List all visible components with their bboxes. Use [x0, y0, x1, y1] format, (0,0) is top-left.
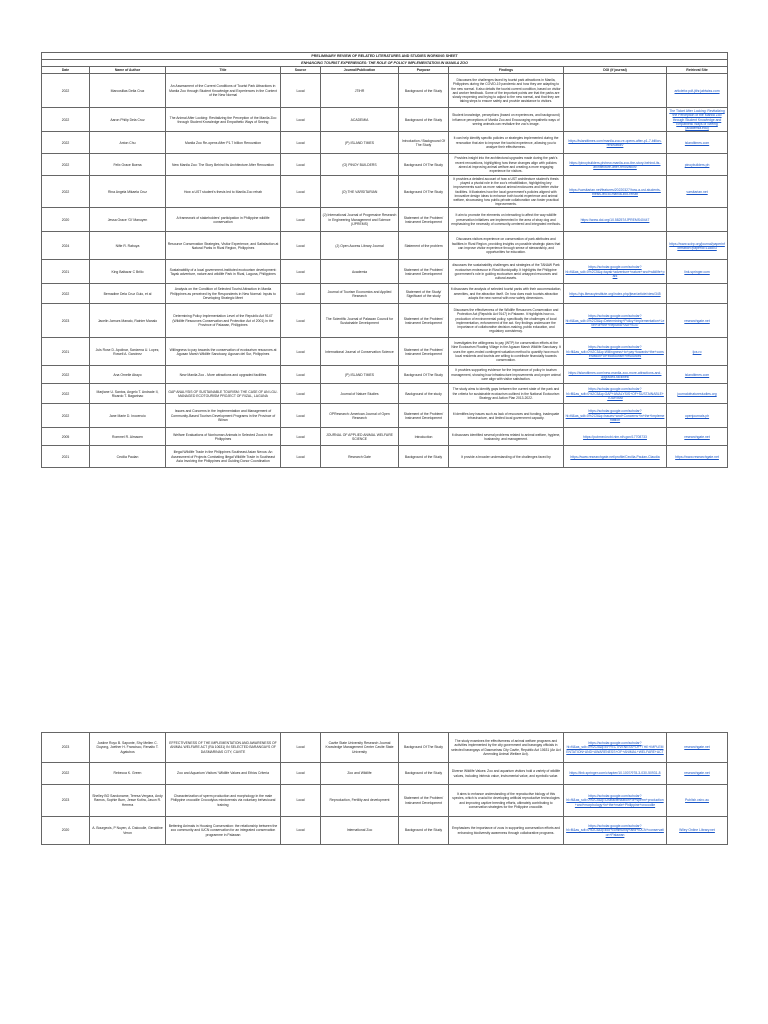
cell-date: 2023 — [42, 785, 90, 817]
cell-findings: Provides insight into the architectural upgrades made during the park's recent renovations, highlighting how these changes align with policies aimed at improving animal welfare and creating a more engaging experience for visitors. — [449, 154, 564, 176]
cell-date: 2022 — [42, 74, 90, 108]
table-row — [42, 404, 728, 428]
cell-findings: It discusses identified several problems related to animal welfare, hygiene, husbandry, and management. — [449, 428, 564, 446]
cell-source: Local — [281, 785, 321, 817]
cell-date: 2022 — [42, 108, 90, 132]
cell-journal: (J) Open Access Library Journal — [321, 232, 399, 260]
cell-author: Cecilia Paulan — [90, 446, 166, 468]
header-title: Title — [166, 67, 281, 74]
cell-findings: It provides a detailed account of how a UST architecture student's thesis played a pivotal role in the zoo's rehabilitation, highlighting key improvements such as more natural animal enclosures and better visitor facilities. It illustrates how the local government's policies aligned with innovative design ideas to enhance both tourist experience and animal welfare, showcasing how public-private collaboration can foster practical improvements. — [449, 176, 564, 208]
cell-title: Willingness to pay towards the conservation of ecotourism resources at Agusan Marsh Wildlife Sanctuary, Agusan del Sur, Philippines — [166, 338, 281, 366]
worksheet-table-2 — [41, 732, 727, 845]
cell-title: An Assessment of the Current Conditions of Tourist Park Attractions in Manila Zoo through Student Knowledge and Experiences in the Context of the New Normal — [166, 74, 281, 108]
cell-source: Local — [281, 154, 321, 176]
cell-site[interactable]: link.springer.com — [667, 260, 728, 284]
cell-findings: Emphasizes the importance of zoos in supporting conservation efforts and enhancing biodiversity awareness through collaborative programs. — [449, 817, 564, 845]
cell-findings: It aim to promote the elements on interacting to affect the way wildlife preservation initiatives are implemented in the area of stray dog and emphasizing the necessity of community-centered and integrated methods. — [449, 208, 564, 232]
cell-date: 2022 — [42, 176, 90, 208]
cell-journal: (J) International Journal of Progressive Research in Engineering Management and Science (IJPREMS) — [321, 208, 399, 232]
cell-date: 2023 — [42, 304, 90, 338]
cell-journal: Research Gate — [321, 446, 399, 468]
cell-journal: (P) ISLAND TIMES — [321, 132, 399, 154]
cell-author: Rina Angela Mikaela Cruz — [90, 176, 166, 208]
cell-site[interactable]: https://www.scirp.org/journal/paperinformation?paperid=118803 — [667, 232, 728, 260]
table-row — [42, 817, 728, 845]
cell-source: Local — [281, 446, 321, 468]
cell-author: Jacelin Jamurs Manalo, Rainier Manalo — [90, 304, 166, 338]
cell-author: King Baltazar C Brillo — [90, 260, 166, 284]
header-source: Source — [281, 67, 321, 74]
cell-purpose: Statement of the Problem/ Instrument Development — [399, 208, 449, 232]
cell-doi[interactable]: https://varsitarian.net/features/20220327/how-a-ust-students-thesis-led-to-manila-zoo-rehab — [564, 176, 667, 208]
cell-source: Local — [281, 428, 321, 446]
cell-doi[interactable]: https://pinoybuilders.ph/new-manila-zoo-the-story-behind-its-architecture-after-renovation/ — [564, 154, 667, 176]
cell-author: A. Bourgeois, P Nuyen, A. Dalcoulle, Geraldine Veron — [90, 817, 166, 845]
cell-doi[interactable]: https://islandtimes.com/manila-zoo-re-opens-after-p1-7-billion-renovation/ — [564, 132, 667, 154]
cell-purpose: Statement of the Problem/ Instrument Development — [399, 785, 449, 817]
cell-journal: Journal of Nature Studies — [321, 384, 399, 404]
table-row — [42, 366, 728, 384]
review-table — [41, 52, 728, 468]
cell-date: 2022 — [42, 366, 90, 384]
cell-source: Local — [281, 733, 321, 763]
cell-date: 2020 — [42, 817, 90, 845]
table-row — [42, 154, 728, 176]
cell-author: Ana Ornelle Abayo — [90, 366, 166, 384]
cell-findings: It discusses the analysis of selected tourist parks with their accommodation, amenities, and the attraction itself. On how does each tourists attraction adapts the new normal with new safety dimensions. — [449, 284, 564, 304]
cell-source: Local — [281, 132, 321, 154]
cell-doi[interactable]: https://scholar.google.com/scholar?hl=fil&as_sdt=0%2C5&q=zoo+community+and+IUCN+conservation+Palawan — [564, 817, 667, 845]
cell-source: Local — [281, 284, 321, 304]
table-row — [42, 785, 728, 817]
cell-doi[interactable]: https://ojs.literacyinstitute.org/index.php/jtear/article/view/345 — [564, 284, 667, 304]
table-row — [42, 733, 728, 763]
cell-site[interactable]: pinoybuilders.ph — [667, 154, 728, 176]
cell-author: Rommel R. Almacen — [90, 428, 166, 446]
cell-title: Welfare Evaluations of Nonhuman Animals in Selected Zoos in the Philippines — [166, 428, 281, 446]
cell-site[interactable]: ijcs.ro — [667, 338, 728, 366]
header-retrieval-site: Retrieval Site — [667, 67, 728, 74]
cell-date: 2022 — [42, 404, 90, 428]
cell-title: Determining Policy Implementation Level of the Republic Act 9147 (Wildlife Resources Conservation and Protection Act of 2001) in the Province of Palawan, Philippines — [166, 304, 281, 338]
cell-source: Local — [281, 108, 321, 132]
cell-journal: ACADEMIA — [321, 108, 399, 132]
cell-journal: OPResearch: American Journal of Open Research — [321, 404, 399, 428]
cell-date: 2020 — [42, 208, 90, 232]
cell-site[interactable]: https://www.researchgate.net — [667, 446, 728, 468]
cell-title: New Manila Zoo - More attractions and upgraded facilities — [166, 366, 281, 384]
cell-purpose: Statement of the Problem/ Instrument Development — [399, 260, 449, 284]
cell-doi[interactable]: https://scholar.google.com/scholar?hl=fil&as_sdt=0%2C5&q=Characterization+of+sperm+production+and+morphology+in+the+male+Philippine+crocodile — [564, 785, 667, 817]
cell-site[interactable]: Wiley Online Library.net — [667, 817, 728, 845]
cell-findings: Discusses visitors experience on conservation of park attributes and facilities in Rizal Region, providing insights on possible strategic plans that can improve visitor experience through sense of stewardship, and opportunities for education. — [449, 232, 564, 260]
cell-purpose: Background of the study — [399, 384, 449, 404]
cell-purpose: Statement of the Problem/ Instrument Development — [399, 338, 449, 366]
cell-author: Aaron Philip Dela Cruz — [90, 108, 166, 132]
cell-author: Marcosillas Delia Cruz — [90, 74, 166, 108]
cell-purpose: Introduction — [399, 428, 449, 446]
table-row — [42, 176, 728, 208]
cell-author: Juls Rose D. Apolinar, Sanizena U. Lopez, Rowell A. Garcinez — [90, 338, 166, 366]
cell-author: Bernadine Dela Cruz Guio, et al — [90, 284, 166, 304]
cell-title: The Animal After Locking: Revitalizing the Perception of the Manila Zoo through Student Knowledge and Empathetic Ways of Seeing — [166, 108, 281, 132]
cell-findings: It can help identify specific policies or strategies implemented during the renovation that aim to improve the tourist experience, allowing you to analyze their effectiveness. — [449, 132, 564, 154]
cell-source: Local — [281, 817, 321, 845]
table-row — [42, 338, 728, 366]
cell-title: A framework of stakeholders' participation in Philippine wildlife conservation — [166, 208, 281, 232]
cell-source: Local — [281, 763, 321, 785]
cell-journal: (O) THE VARSITARIAN — [321, 176, 399, 208]
cell-purpose: Background of the Study — [399, 763, 449, 785]
cell-purpose: Background of the Study — [399, 446, 449, 468]
cell-date: 2022 — [42, 384, 90, 404]
cell-author: Shelley BO Sandoname, Teresa Vergara, Andy Ramos, Sophie Burn, Jesse Kotira, Jason R. Herrera — [90, 785, 166, 817]
cell-title: Analysis on the Condition of Selected Tourist Attraction in Manila Philippines as perceived by the Respondents in New Normal: Inputs to Developing Strategic Meet — [166, 284, 281, 304]
cell-site — [667, 208, 728, 232]
cell-source: Local — [281, 384, 321, 404]
cell-site[interactable]: The Ticket After Locking: Revitalizing the Perception of the Manila Zoo through Student Knowledge and Empathetic Ways of Seeing (academia.edu) — [667, 108, 728, 132]
header-author: Name of Author — [90, 67, 166, 74]
table-row — [42, 232, 728, 260]
cell-date: 2022 — [42, 132, 90, 154]
cell-date: 2021 — [42, 338, 90, 366]
cell-journal: Journal of Tourism Economics and Applied Research — [321, 284, 399, 304]
cell-author: Felix Grace Buena — [90, 154, 166, 176]
cell-purpose: Statement of the Problem/ Instrument Development — [399, 304, 449, 338]
cell-site[interactable]: journalofnaturestudies.org — [667, 384, 728, 404]
cell-title: Illegal Wildlife Trade in the Philippines Southeast Asian Nexus: An Assessment of Projects Combating Illegal Wildlife Trade in Southeast Asia Involving the Philippines and Guiding Donor Coordination — [166, 446, 281, 468]
cell-site[interactable]: researchgate.net — [667, 733, 728, 763]
table-row — [42, 384, 728, 404]
cell-source: Local — [281, 304, 321, 338]
cell-findings: It provide a broader understanding of the challenges faced by — [449, 446, 564, 468]
sheet-title: PRELIMINARY REVIEW OF RELATED LITERATURES AND STUDIES WORKING SHEET — [42, 53, 728, 60]
cell-journal: (O) PINOY BUILDERS — [321, 154, 399, 176]
cell-doi[interactable]: https://scholar.google.com/scholar?hl=fil&as_sdt=0%2C5&q=Determining+Policy+Implementation+Level+of+the+Republic+Act+9147 — [564, 304, 667, 338]
cell-source: Local — [281, 404, 321, 428]
cell-findings: The study aims to identify gaps between the current state of the park and the criteria for sustainable ecotourism outlined in the National Ecotourism Strategy and Action Plan 2013-2022. — [449, 384, 564, 404]
cell-author: Marjiane U. Santos, Angelo T. Andrade II, Ricardo T. Bagarinao — [90, 384, 166, 404]
cell-doi[interactable]: https://scholar.google.com/scholar?hl=fil&as_sdt=0%2C5&q=Willingness+to+pay+towards+the+conservation+of+ecotourism+resources — [564, 338, 667, 366]
cell-journal: Zoo and Wildlife — [321, 763, 399, 785]
cell-site[interactable]: researchgate.net — [667, 428, 728, 446]
cell-purpose: Statement of the problem — [399, 232, 449, 260]
header-date: Date — [42, 67, 90, 74]
cell-site[interactable]: articlefor.pdf-jtihr.jabiwiss.com — [667, 74, 728, 108]
cell-findings: It provides supporting evidence for the importance of policy in tourism management, showing how infrastructure improvements and proper animal care align with visitor satisfaction. — [449, 366, 564, 384]
cell-doi[interactable]: https://scholar.google.com/scholar?hl=fil&as_sdt=0%2C5&q=Issues+and+Concerns+in+the+Implementation — [564, 404, 667, 428]
cell-findings: The study examines the effectiveness of animal welfare programs and activities implemented by the city government and barangay officials in selected barangays of Dasmarinas City Cavite, Republic Act 10631 (An Act Amending Animal Welfare Act). — [449, 733, 564, 763]
cell-journal: (P) ISLAND TIMES — [321, 366, 399, 384]
table-row — [42, 108, 728, 132]
cell-purpose: Background Of The Study — [399, 154, 449, 176]
cell-doi — [564, 74, 667, 108]
cell-site — [667, 284, 728, 304]
header-findings: Findings — [449, 67, 564, 74]
cell-date: 2024 — [42, 232, 90, 260]
table-row — [42, 260, 728, 284]
cell-site[interactable]: islandtimes.com — [667, 366, 728, 384]
cell-findings: Investigates the willingness to pay (WTP) for conservation efforts at the Nine Ecotourism Floating Village in the Agusan Marsh Wildlife Sanctuary. It uses the open-ended contingent valuation method to quantify how much local residents and tourists are willing to contribute financially towards conservation. — [449, 338, 564, 366]
cell-purpose: Background of the Study — [399, 817, 449, 845]
cell-date: 2021 — [42, 446, 90, 468]
cell-purpose: Statement of the Study/ Significant of the study — [399, 284, 449, 304]
cell-title: Bettering Animals in Housing Conservation: the relationship between the zoo community and IUCN conservation for an integrated conservation programme in Palawan — [166, 817, 281, 845]
cell-author: Anton Chu — [90, 132, 166, 154]
table-row — [42, 208, 728, 232]
table-row — [42, 132, 728, 154]
cell-source: Local — [281, 338, 321, 366]
cell-date: 2023 — [42, 733, 90, 763]
cell-source: Local — [281, 260, 321, 284]
cell-date: 2022 — [42, 154, 90, 176]
sheet-subtitle: ENHANCING TOURIST EXPERIENCES: THE ROLE OF POLICY IMPLEMENTATION IN MANILA ZOO — [42, 60, 728, 67]
cell-doi[interactable]: https://scholar.google.com/scholar?hl=fil&as_sdt=0%2C5&q=tayak+adventure+nature+and+wildlife+park — [564, 260, 667, 284]
cell-doi[interactable]: https://scholar.google.com/scholar?hl=fil&as_sdt=0%2C5&q=EFFECTIVENESS+OF+THE+IMPLEMENTATION+AND+AWARENESS+OF+ANIMAL+WELFARE+ACT — [564, 733, 667, 763]
cell-purpose: Background Of The Study — [399, 366, 449, 384]
cell-source: Local — [281, 232, 321, 260]
cell-title: How a UST student's thesis led to Manila Zoo rehab — [166, 176, 281, 208]
cell-journal: JTIHR — [321, 74, 399, 108]
cell-doi[interactable]: https://link.springer.com/chapter/10.1007/978-3-030-50931-8 — [564, 763, 667, 785]
cell-doi[interactable]: https://pubmed.ncbi.nlm.nih.gov/17708733 — [564, 428, 667, 446]
cell-date: 2005 — [42, 428, 90, 446]
cell-purpose: Background Of The Study — [399, 176, 449, 208]
cell-purpose: Background of the Study — [399, 74, 449, 108]
cell-journal: JOURNAL OF APPLIED ANIMAL WELFARE SCIENCE — [321, 428, 399, 446]
cell-source: Local — [281, 176, 321, 208]
cell-journal: Reproduction, Fertility and development — [321, 785, 399, 817]
cell-title: Characterization of sperm production and morphology in the male Philippine crocodile Crocodylus mindorensis via voluntary behavioural training — [166, 785, 281, 817]
cell-journal: Academia — [321, 260, 399, 284]
cell-title: Manila Zoo Re-opens After P1.7 billion Renovation — [166, 132, 281, 154]
cell-site[interactable]: islandtimes.com — [667, 132, 728, 154]
cell-findings: It aims to enhance understanding of the reproductive biology of this species, which is crucial for developing artificial reproductive technologies and improving captive breeding efforts, ultimately contributing to conservation strategies for the Philippine crocodile. — [449, 785, 564, 817]
cell-journal: The Scientific Journal of Palawan Council for Sustainable Development — [321, 304, 399, 338]
cell-date: 2022 — [42, 284, 90, 304]
table-row — [42, 74, 728, 108]
cell-date: 2022 — [42, 763, 90, 785]
cell-journal: Cavite State University Research Journal Knowledge Management Center Cavite State University — [321, 733, 399, 763]
cell-source: Local — [281, 366, 321, 384]
review-table-continued — [41, 732, 728, 845]
cell-site[interactable]: varsitarian.net — [667, 176, 728, 208]
table-row — [42, 304, 728, 338]
cell-doi — [564, 232, 667, 260]
table-row — [42, 763, 728, 785]
cell-findings: Discusses the challenges faced by tourist park attractions in Manila, Philippines during the COVID-19 pandemic and how they are adapting to the new normal. It also details the tourist current condition, based on visitor and worker feedback. Some of the important points are that the parks are slowly reopening and trying to adjust to the new normal, and that they are taking steps to ensure safety and provide assistance to visitors. — [449, 74, 564, 108]
cell-doi[interactable]: https://www.researchgate.net/profile/Cecilia-Paulan-Claudia — [564, 446, 667, 468]
cell-title: GAP ANALYSIS OF SUSTAINABLE TOURISM: THE CASE OF AN LGU-MANAGED ECOTOURISM PROJECT OF RIZAL, LAGUNA — [166, 384, 281, 404]
table-row — [42, 446, 728, 468]
table-row — [42, 284, 728, 304]
cell-journal: International Zoo — [321, 817, 399, 845]
worksheet-table-1 — [41, 52, 727, 468]
header-purpose: Purpose — [399, 67, 449, 74]
cell-findings: discusses the sustainability challenges and strategies of the TANAW Park ecotourism endeavour in Rizal Municipality. It highlights the Philippine government's role in guiding ecotourism amid untapped resources and cultural assets. — [449, 260, 564, 284]
cell-author: Jessa Grace 'Gi' Manuyen — [90, 208, 166, 232]
cell-findings: It identifies key issues such as lack of resources and funding, inadequate infrastructure, and limited local government capacity. — [449, 404, 564, 428]
cell-site[interactable]: researchgate.net — [667, 304, 728, 338]
cell-findings: Discusses the effectiveness of the Wildlife Resources Conservation and Protection Act (Republic Act 9147) in Palawan. It highlights how co-production of environmental policy, specifically the challenges of local implementation, enforcement of the act. Key findings underscore the importance of collaborative decision-making, public education, and regulatory consistency. — [449, 304, 564, 338]
cell-source: Local — [281, 208, 321, 232]
cell-doi[interactable]: https://islandtimes.com/new-manila-zoo-more-attractions-and-upgraded-facilities/ — [564, 366, 667, 384]
cell-doi[interactable]: https://scholar.google.com/scholar?hl=fil&as_sdt=0%2C5&q=GAP+ANALYSIS+OF+SUSTAINABLE+TOURISM — [564, 384, 667, 404]
cell-findings: Diverse Wildlife Values: Zoo and aquarium visitors hold a variety of wildlife values, including intrinsic value, instrumental value, and symbolic value. — [449, 763, 564, 785]
cell-doi — [564, 108, 667, 132]
cell-author: Nifie R. Rabuya — [90, 232, 166, 260]
cell-purpose: Background of the Study — [399, 108, 449, 132]
cell-purpose: Statement of the Problem/ Instrument Development — [399, 404, 449, 428]
cell-source: Local — [281, 74, 321, 108]
cell-title: Zoo and Aquarium Visitors' Wildlife Values and Ethics Criteria — [166, 763, 281, 785]
table-row — [42, 428, 728, 446]
cell-title: Sustainability of a local government-instituted ecotourism development: Tayak adventure, nature and wildlife Park in Rizal, Laguna, Philippines — [166, 260, 281, 284]
cell-author: Jane Marie D. Inocencio — [90, 404, 166, 428]
cell-title: Issues and Concerns in the Implementation and Management of Community-Based Tourism Development Programs in the Province of Biliran — [166, 404, 281, 428]
cell-date: 2021 — [42, 260, 90, 284]
header-journal: Journal/Publication — [321, 67, 399, 74]
cell-title: New Manila Zoo: The Story Behind Its Architecture After Renovation — [166, 154, 281, 176]
cell-site[interactable]: Publish.csiro.au — [667, 785, 728, 817]
cell-title: EFFECTIVENESS OF THE IMPLEMENTATION AND AWARENESS OF ANIMAL WELFARE ACT (RA 10631) IN SELECTED BARANGAYS OF DASMARINAS CITY, CAVITE — [166, 733, 281, 763]
cell-author: Justine Royo B. Saponte, Shy Mellen C. Duyong, Joether H. Francisco, Renalto T. Agatubos — [90, 733, 166, 763]
cell-doi[interactable]: https://www.doi.org/10.58257/IJPREMS40447 — [564, 208, 667, 232]
header-doi: DOI (if journal) — [564, 67, 667, 74]
cell-purpose: Background Of The Study — [399, 733, 449, 763]
cell-title: Resource Conservation Strategies, Visitor Experience, and Satisfaction at Natural Parks in Rizal Region, Philippines — [166, 232, 281, 260]
cell-site[interactable]: openjournals.ph — [667, 404, 728, 428]
cell-site[interactable]: researchgate.net — [667, 763, 728, 785]
cell-findings: Student knowledge, perceptions (based on experiences, and background) influence perceptions of Manila Zoo and Encouraging empathetic ways of seeing animals can revitalize the zoo's image. — [449, 108, 564, 132]
cell-author: Rebecca K. Green — [90, 763, 166, 785]
cell-purpose: Introduction / Background Of The Study — [399, 132, 449, 154]
cell-journal: International Journal of Conservation Science — [321, 338, 399, 366]
